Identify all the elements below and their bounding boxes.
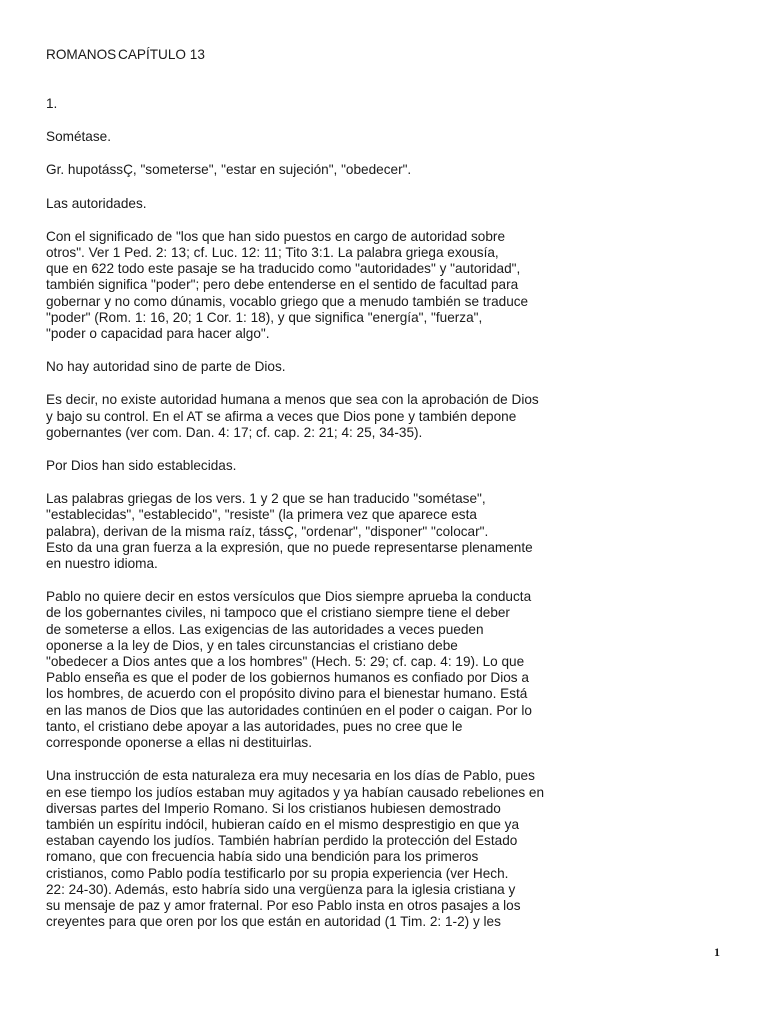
text-line: Esto da una gran fuerza a la expresión, que no puede representarse plenamente: [46, 539, 533, 555]
paragraph-gap: [46, 474, 566, 491]
text-line: cristianos, como Pablo podía testificarlo por su propia experiencia (ver Hech.: [46, 865, 509, 881]
paragraph: [46, 196, 566, 212]
text-line: en nuestro idioma.: [46, 556, 158, 572]
chapter-heading: [46, 47, 205, 63]
paragraph: [46, 229, 566, 342]
paragraph-gap: [46, 212, 566, 229]
page-number: 1: [714, 945, 720, 959]
text-line: Una instrucción de esta naturaleza era muy necesaria en los días de Pablo, pues: [46, 768, 535, 784]
paragraph: [46, 392, 566, 441]
text-line: Sométase.: [46, 129, 111, 145]
paragraph-gap: [46, 572, 566, 589]
text-line: de someterse a ellos. Las exigencias de las autoridades a veces pueden: [46, 621, 484, 637]
paragraph: [46, 96, 566, 112]
text-line: "establecidas", "establecido", "resiste" (la primera vez que aparece esta: [46, 507, 477, 523]
paragraph-gap: [46, 145, 566, 162]
paragraph: [46, 458, 566, 474]
text-line: en las manos de Dios que las autoridades continúen en el poder o caigan. Por lo: [46, 702, 532, 718]
text-line: romano, que con frecuencia había sido una bendición para los primeros: [46, 849, 479, 865]
book-title: ROMANOS: [46, 47, 117, 62]
text-line: también significa "poder"; pero debe entenderse en el sentido de facultad para: [46, 277, 519, 293]
text-line: también un espíritu indócil, hubieran caído en el mismo desprestigio en que ya: [46, 816, 520, 832]
paragraph-gap: [46, 375, 566, 392]
paragraph: [46, 359, 566, 375]
paragraph-gap: [46, 751, 566, 768]
text-line: creyentes para que oren por los que están en autoridad (1 Tim. 2: 1-2) y les: [46, 914, 501, 930]
text-line: gobernantes (ver com. Dan. 4: 17; cf. cap. 2: 21; 4: 25, 34-35).: [46, 424, 423, 440]
paragraph: [46, 589, 566, 751]
text-line: los hombres, de acuerdo con el propósito divino para el bienestar humano. Está: [46, 686, 528, 702]
paragraph-gap: [46, 342, 566, 359]
text-line: Las autoridades.: [46, 195, 147, 211]
text-line: "poder o capacidad para hacer algo".: [46, 326, 270, 342]
text-line: estaban cayendo los judíos. También habrían perdido la protección del Estado: [46, 833, 518, 849]
text-line: 1.: [46, 96, 58, 111]
text-line: de los gobernantes civiles, ni tampoco que el cristiano siempre tiene el deber: [46, 605, 510, 621]
text-line: "obedecer a Dios antes que a los hombres" (Hech. 5: 29; cf. cap. 4: 19). Lo que: [46, 654, 525, 670]
text-line: que en 622 todo este pasaje se ha traducido como "autoridades" y "autoridad",: [46, 261, 521, 277]
text-line: Es decir, no existe autoridad humana a menos que sea con la aprobación de Dios: [46, 392, 539, 408]
paragraph: [46, 768, 566, 930]
text-line: Las palabras griegas de los vers. 1 y 2 que se han traducido "sométase",: [46, 491, 486, 507]
text-line: otros". Ver 1 Ped. 2: 13; cf. Luc. 12: 11; Tito 3:1. La palabra griega exousía,: [46, 245, 499, 261]
text-line: No hay autoridad sino de parte de Dios.: [46, 359, 286, 375]
text-line: gobernar y no como dúnamis, vocablo griego que a menudo también se traduce: [46, 293, 529, 309]
paragraph-gap: [46, 441, 566, 458]
text-line: diversas partes del Imperio Romano. Si los cristianos hubiesen demostrado: [46, 800, 501, 816]
text-line: "poder" (Rom. 1: 16, 20; 1 Cor. 1: 18), y que significa "energía", "fuerza",: [46, 309, 483, 325]
text-line: en ese tiempo los judíos estaban muy agitados y ya habían causado rebeliones en: [46, 784, 545, 800]
text-line: su mensaje de paz y amor fraternal. Por eso Pablo insta en otros pasajes a los: [46, 897, 521, 913]
text-line: Pablo no quiere decir en estos versículos que Dios siempre aprueba la conducta: [46, 589, 532, 605]
text-line: 22: 24-30). Además, esto habría sido una vergüenza para la iglesia cristiana y: [46, 881, 516, 897]
text-line: corresponde oponerse a ellas ni destituirlas.: [46, 735, 312, 751]
paragraph: [46, 162, 566, 178]
document-body: [46, 96, 566, 930]
paragraph-gap: [46, 112, 566, 129]
paragraph: [46, 491, 566, 572]
paragraph-gap: [46, 179, 566, 196]
text-line: Con el significado de "los que han sido puestos en cargo de autoridad sobre: [46, 228, 506, 244]
text-line: y bajo su control. En el AT se afirma a veces que Dios pone y también depone: [46, 408, 517, 424]
text-line: palabra), derivan de la misma raíz, tássÇ, "ordenar", "disponer" "colocar".: [46, 523, 489, 539]
paragraph: [46, 129, 566, 145]
text-line: Por Dios han sido establecidas.: [46, 458, 237, 474]
text-line: tanto, el cristiano debe apoyar a las autoridades, pues no cree que le: [46, 718, 463, 734]
text-line: oponerse a la ley de Dios, y en tales circunstancias el cristiano debe: [46, 637, 458, 653]
chapter-title: CAPÍTULO 13: [118, 47, 205, 62]
text-line: Pablo enseña es que el poder de los gobiernos humanos es confiado por Dios a: [46, 670, 529, 686]
text-line: Gr. hupotássÇ, "someterse", "estar en sujeción", "obedecer".: [46, 162, 412, 178]
